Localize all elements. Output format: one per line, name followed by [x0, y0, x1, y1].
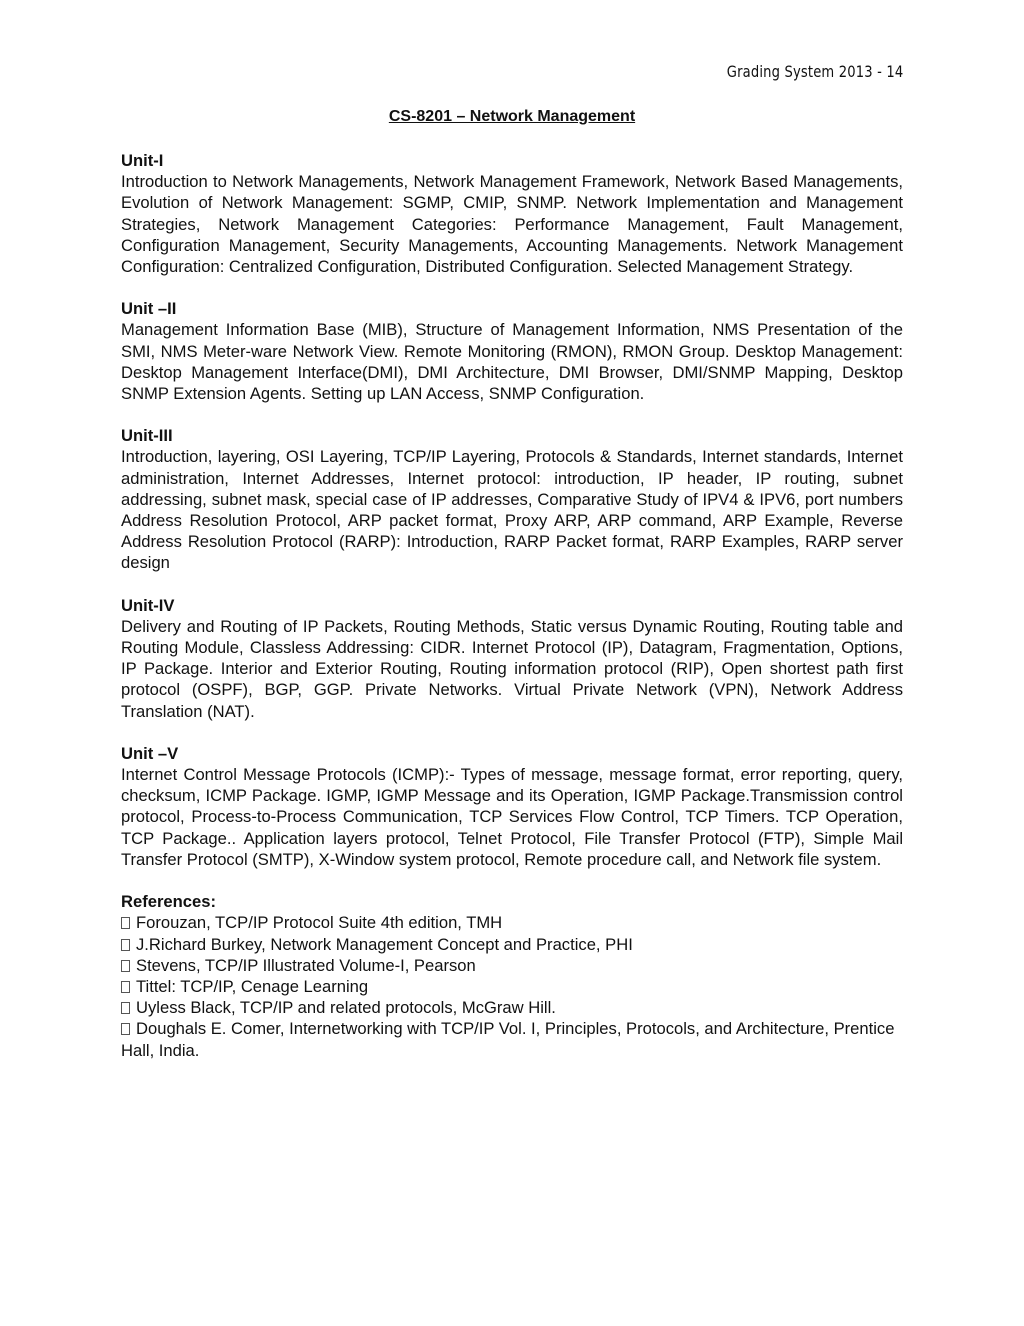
- reference-text: J.Richard Burkey, Network Management Concept and Practice, PHI: [136, 934, 633, 954]
- reference-text: Stevens, TCP/IP Illustrated Volume-I, Pearson: [136, 955, 476, 975]
- reference-item: [121, 912, 903, 933]
- unit-body: Introduction, layering, OSI Layering, TCP/IP Layering, Protocols & Standards, Internet standards, Internet administration, Internet Addresses, Internet protocol: introduction, IP header, IP routing, subnet addressing, subnet mask, special case of IP addresses, Comparative Study of IPV4 & IPV6, port numbers Address Resolution Protocol, ARP packet format, Proxy ARP, ARP command, ARP Example, Reverse Address Resolution Protocol (RARP): Introduction, RARP Packet format, RARP Examples, RARP server design: [121, 447, 903, 573]
- unit-section-2: [121, 298, 903, 404]
- unit-body: Delivery and Routing of IP Packets, Routing Methods, Static versus Dynamic Routing, Routing table and Routing Module, Classless Addressing: CIDR. Internet Protocol (IP), Datagram, Fragmentation, Options, IP Package. Interior and Exterior Routing, Routing information protocol (RIP), Open shortest path first protocol (OSPF), BGP, GGP. Private Networks. Virtual Private Network (VPN), Network Address Translation (NAT).: [121, 616, 903, 721]
- unit-body: Internet Control Message Protocols (ICMP):- Types of message, message format, error reporting, query, checksum, ICMP Package. IGMP, IGMP Message and its Operation, IGMP Package.Transmission control protocol, Process-to-Process Communication, TCP Services Flow Control, TCP Timers. TCP Operation, TCP Package.. Application layers protocol, Telnet Protocol, File Transfer Protocol (FTP), Simple Mail Transfer Protocol (SMTP), X-Window system protocol, Remote procedure call, and Network file system.: [121, 765, 903, 869]
- bullet-box-icon: [121, 1002, 130, 1014]
- reference-text: Tittel: TCP/IP, Cenage Learning: [136, 976, 369, 996]
- reference-item: [121, 976, 903, 997]
- unit-heading: Unit-IV: [121, 595, 175, 615]
- bullet-box-icon: [121, 960, 130, 972]
- unit-body: Introduction to Network Managements, Network Management Framework, Network Based Managements, Evolution of Network Management: SGMP, CMIP, SNMP. Network Implementation and Management Strategies, Network Management Categories: Performance Management, Fault Management, Configuration Management, Security Managements, Accounting Managements. Network Management Configuration: Centralized Configuration, Distributed Configuration. Selected Management Strategy.: [121, 172, 903, 277]
- bullet-box-icon: [121, 1023, 130, 1035]
- reference-item: [121, 1018, 903, 1060]
- unit-heading: Unit –V: [121, 743, 179, 763]
- reference-item: [121, 997, 903, 1018]
- references-section: [121, 891, 903, 1061]
- references-heading: References:: [121, 892, 217, 912]
- unit-body: Management Information Base (MIB), Structure of Management Information, NMS Presentation of the SMI, NMS Meter-ware Network View. Remote Monitoring (RMON), RMON Group. Desktop Management: Desktop Management Interface(DMI), DMI Architecture, DMI Browser, DMI/SNMP Mapping, Desktop SNMP Extension Agents. Setting up LAN Access, SNMP Configuration.: [121, 320, 903, 404]
- unit-section-3: [121, 425, 903, 573]
- reference-list: [121, 912, 903, 1060]
- document-title: CS-8201 – Network Management: [388, 108, 636, 125]
- reference-text: Doughals E. Comer, Internetworking with TCP/IP Vol. I, Principles, Protocols, and Architecture, Prentice Hall, India.: [121, 1019, 895, 1060]
- reference-item: [121, 955, 903, 976]
- bullet-box-icon: [121, 917, 130, 929]
- unit-section-4: [121, 595, 903, 722]
- bullet-box-icon: [121, 939, 130, 951]
- syllabus-content: [121, 150, 903, 1082]
- running-header: Grading System 2013 - 14: [726, 62, 903, 81]
- unit-heading: Unit-III: [121, 426, 173, 446]
- unit-section-1: [121, 150, 903, 277]
- unit-heading: Unit –II: [121, 299, 177, 319]
- unit-heading: Unit-I: [121, 151, 164, 170]
- bullet-box-icon: [121, 981, 130, 993]
- unit-section-5: [121, 743, 903, 870]
- reference-text: Forouzan, TCP/IP Protocol Suite 4th edition, TMH: [136, 913, 503, 933]
- reference-text: Uyless Black, TCP/IP and related protocols, McGraw Hill.: [136, 998, 556, 1018]
- reference-item: [121, 934, 903, 955]
- document-page: [121, 0, 903, 1326]
